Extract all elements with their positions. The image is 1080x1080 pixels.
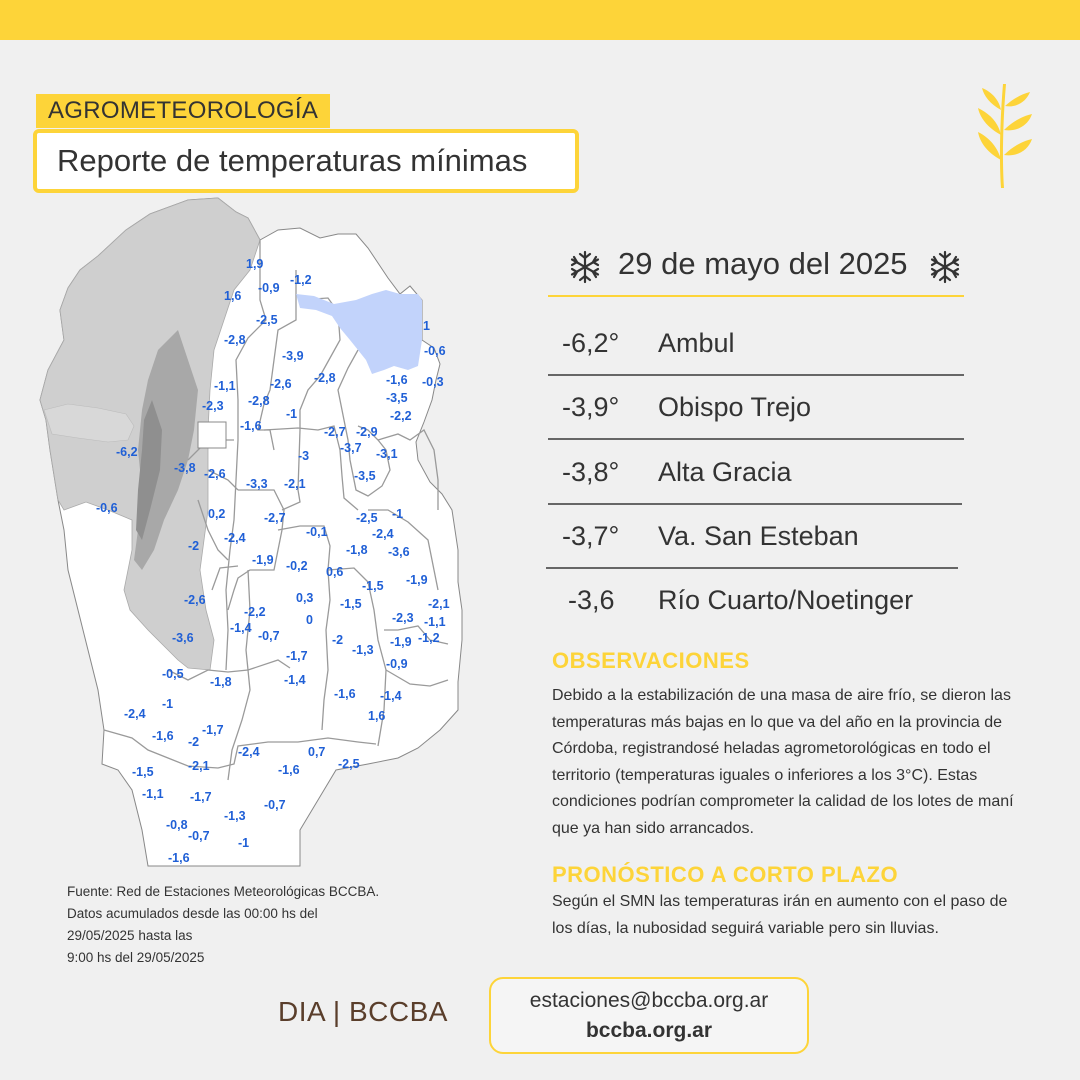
ranking-value: -3,7° [562,521,620,551]
source-line: 29/05/2025 hasta las [67,928,193,943]
source-line: Datos acumulados desde las 00:00 hs del [67,906,318,921]
contact-website[interactable]: bccba.org.ar [585,1019,713,1042]
station-label: -1,1 [424,615,446,629]
station-label: -2,5 [356,511,378,525]
station-label: -1,7 [202,723,224,737]
contact-email[interactable]: estaciones@bccba.org.ar [529,989,769,1012]
observations-text: Debido a la estabilización de una masa de aire frío, se dieron las temperaturas más bajas en lo que va del año en la provincia de Córdoba, registrandosé heladas agrometorológicas en todo el territorio (temperaturas iguales o inferiores a los 3°C). Estas condiciones podrían comprometer la calidad de los lotes de maní que ya han sido arrancados. [552,687,1014,837]
station-label: -1,4 [230,621,252,635]
station-label: -0,8 [166,818,188,832]
station-label: -1,2 [290,273,312,287]
station-label: -3,1 [376,447,398,461]
station-label: -3,5 [386,391,408,405]
station-label: -1,2 [418,631,440,645]
snowflake-icon [568,250,602,284]
station-label: -0,2 [286,559,308,573]
ranking-value: -3,8° [562,457,620,487]
station-label: -2,1 [428,597,450,611]
station-label: 0,7 [308,745,326,759]
row-divider [546,567,958,569]
station-label: -1 [392,507,404,521]
ranking-value: -3,9° [562,392,620,422]
snowflake-icon [928,250,962,284]
station-label: 0,2 [208,507,226,521]
top-accent-bar [0,0,1080,40]
title-box [33,129,579,193]
station-label: -2,4 [372,527,394,541]
station-label: -2,2 [244,605,266,619]
station-label: -1,4 [380,689,402,703]
station-label: -2 [188,735,200,749]
ranking-value: -6,2° [562,328,620,358]
contact-box [489,977,809,1054]
station-label: -1,4 [284,673,306,687]
station-label: 0,6 [326,565,344,579]
ranking-station: Río Cuarto/Noetinger [658,585,914,615]
station-label: -2,7 [324,425,346,439]
station-label: -2 [332,633,344,647]
station-label: -1,6 [334,687,356,701]
station-label: 1 [423,319,430,333]
capital-district [198,422,226,448]
ranking-row [548,378,968,438]
station-label: -1 [286,407,298,421]
ranking-station: Ambul [658,328,735,358]
data-source [67,881,407,969]
station-label: -1,6 [240,419,262,433]
station-label: -3,6 [172,631,194,645]
station-label: -2,4 [238,745,260,759]
station-label: -1,9 [406,573,428,587]
station-label: -0,6 [424,344,446,358]
station-label: -2,1 [188,759,210,773]
ranking-value: -3,6 [568,585,615,615]
wheat-icon [970,80,1032,190]
station-label: -2,1 [284,477,306,491]
source-line: Fuente: Red de Estaciones Meteorológicas BCCBA. [67,884,380,899]
station-label: -1,6 [278,763,300,777]
page-title: Reporte de temperaturas mínimas [57,143,528,178]
row-divider [548,438,964,440]
station-label: -0,7 [258,629,280,643]
station-label: -0,7 [188,829,210,843]
station-label: -1,1 [214,379,236,393]
station-label: 1,9 [246,257,264,271]
station-label: -3,5 [354,469,376,483]
ranking-row [548,507,968,567]
ranking-station: Alta Gracia [658,457,792,487]
brand-name: DIA | BCCBA [278,996,448,1027]
station-label: 0 [306,613,313,627]
station-label: -2,9 [356,425,378,439]
station-label: -1,6 [386,373,408,387]
station-label: -1,6 [152,729,174,743]
station-label: -2,3 [202,399,224,413]
station-label: -0,6 [96,501,118,515]
station-label: -3,9 [282,349,304,363]
station-label: -2,5 [338,757,360,771]
station-label: -2,8 [224,333,246,347]
station-label: -1,5 [340,597,362,611]
station-label: -0,9 [258,281,280,295]
station-label: -2,8 [248,394,270,408]
report-date: 29 de mayo del 2025 [618,246,908,281]
station-label: -2,3 [392,611,414,625]
station-label: -6,2 [116,445,138,459]
station-label: -0,3 [422,375,444,389]
station-label: -2,8 [314,371,336,385]
station-label: -2,6 [184,593,206,607]
province-map [38,190,468,880]
station-label: -1,3 [224,809,246,823]
station-label: -1,5 [362,579,384,593]
station-label: -0,1 [306,525,328,539]
forecast-title: PRONÓSTICO A CORTO PLAZO [552,862,899,887]
row-divider [548,503,962,505]
ranking-station: Obispo Trejo [658,392,812,422]
station-label: -1,9 [390,635,412,649]
station-label: -1,7 [286,649,308,663]
station-label: -1 [162,697,174,711]
station-label: -1,6 [168,851,190,865]
forecast-text: Según el SMN las temperaturas irán en aumento con el paso de los días, la nubosidad seguirá variable pero sin lluvias. [552,893,1008,937]
station-label: 1,6 [368,709,386,723]
source-line: 9:00 hs del 29/05/2025 [67,950,205,965]
station-label: -1 [238,836,250,850]
station-label: -0,7 [264,798,286,812]
station-label: -3 [298,449,310,463]
station-label: 1,6 [224,289,242,303]
station-label: -2 [188,539,200,553]
station-label: -1,1 [142,787,164,801]
station-label: 0,3 [296,591,314,605]
station-label: -0,5 [162,667,184,681]
station-label: -1,7 [190,790,212,804]
station-label: -1,9 [252,553,274,567]
station-label: -0,9 [386,657,408,671]
date-header [560,240,970,290]
ranking-row [548,443,968,503]
ranking-row [548,571,968,631]
ranking-station: Va. San Esteban [658,521,859,551]
station-label: -2,6 [204,467,226,481]
station-label: -3,8 [174,461,196,475]
station-label: -2,4 [124,707,146,721]
station-label: -2,5 [256,313,278,327]
station-label: -2,7 [264,511,286,525]
station-label: -3,3 [246,477,268,491]
station-label: -2,6 [270,377,292,391]
station-label: -1,8 [210,675,232,689]
date-divider [548,295,964,297]
station-label: -1,5 [132,765,154,779]
station-label: -1,8 [346,543,368,557]
station-label: -2,2 [390,409,412,423]
observations-title: OBSERVACIONES [552,648,750,673]
ranking-row [548,314,968,374]
station-label: -1,3 [352,643,374,657]
station-label: -2,4 [224,531,246,545]
row-divider [548,374,964,376]
station-label: -3,6 [388,545,410,559]
station-label: -3,7 [340,441,362,455]
section-tag: AGROMETEOROLOGÍA [36,94,330,128]
